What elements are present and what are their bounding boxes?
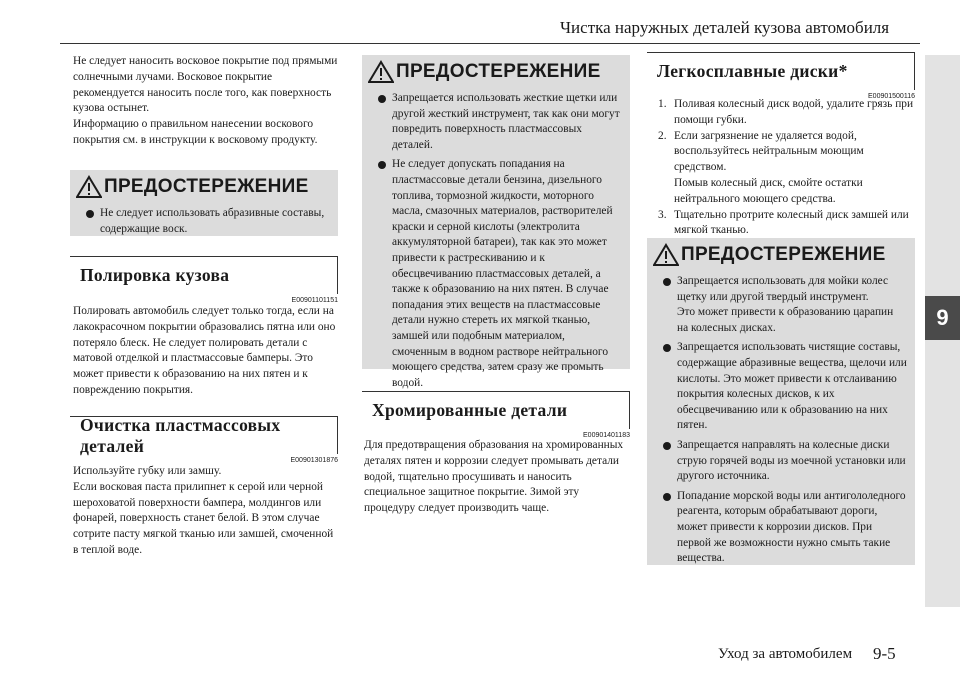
footer-chapter-title: Уход за автомобилем [718,646,853,662]
bullet-icon [378,95,386,103]
section-title-alloy: Легкосплавные диски* [647,52,915,90]
chrome-body [364,438,632,517]
caution-box-alloy [647,238,915,565]
plastic-text-1: Используйте губку или замшу. [73,465,222,477]
bullet-icon [378,161,386,169]
plastic-text-2: Если восковая паста прилипнет к серой или черной шероховатой поверхности бампера, молдингов или фонарей, поверхность станет белой. В этом случае сотрите пасту мягкой тканью или замшей, смоченной в теплой воде. [73,480,334,556]
wax-intro-text: Не следует наносить восковое покрытие под прямыми солнечными лучами. Восковое покрытие рекомендуется наносить после того, как поверхность кузова остынет. [73,55,338,115]
section-polishing [70,256,338,304]
column-1 [73,54,341,149]
caution-list [362,91,630,401]
chapter-tab-number[interactable]: 9 [925,296,960,340]
bullet-icon [663,442,671,450]
bullet-icon [663,278,671,286]
bullet-icon [86,210,94,218]
bullet-icon [663,493,671,501]
polishing-body [73,304,341,399]
caution-item: Попадание морской воды или антигололедного реагента, которым обрабатывают дороги, может привести к коррозии дисков. При первой же возможности нужно смыть такие вещества. [647,489,915,567]
section-code: E00901500116 [868,93,915,100]
section-title-chrome: Хромированные детали [362,391,630,429]
caution-box-wax [70,170,338,236]
step-item: 1. Поливая колесный диск водой, удалите грязь при помощи губки. [658,98,914,126]
warning-triangle-icon [76,175,102,199]
section-chrome [362,391,630,439]
caution-item: Запрещается использовать для мойки колес щетку или другой твердый инструмент. Это может привести к образованию царапин на колесных дисках. [647,274,915,336]
section-code: E00901401183 [583,432,630,439]
section-title-plastic: Очистка пластмассовых деталей [70,416,338,454]
wax-info-text: Информацию о правильном нанесении воскового покрытия см. в инструкции к восковому продукту. [73,118,318,146]
caution-item: Не следует использовать абразивные составы, содержащие воск. [70,206,338,237]
caution-header [362,55,630,89]
warning-triangle-icon [368,60,394,84]
caution-item: Запрещается использовать жесткие щетки или другой жесткий инструмент, так как они могут повредить поверхность пластмассовых деталей. [362,91,630,153]
caution-item: Не следует допускать попадания на пластмассовые детали бензина, дизельного топлива, тормозной жидкости, моторного масла, смазочных материалов, растворителей краски и серной кислоты (электролита аккумуляторной батареи), так как это может привести к растрескиванию и к обесцвечиванию пластмассовых деталей, а также к образованию на них пятен. В случае попадания этих веществ на пластмассовые детали нужно стереть их мягкой тканью, замшей или подобным материалом, смоченным в водном растворе нейтрального моющего средства, затем сразу же промыть водой. [362,157,630,391]
page-number: 9-5 [873,644,896,663]
caution-header [647,238,915,272]
caution-title: ПРЕДОСТЕРЕЖЕНИЕ [396,61,601,82]
caution-list [70,206,338,247]
header-rule [60,43,920,44]
alloy-steps [658,97,914,239]
polishing-text: Полировать автомобиль следует только тогда, если на лакокрасочном покрытии образовались пятна или оно потеряло блеск. Не следует полировать детали с матовой отделкой и пластмассовые бамперы. Это может привести к образованию на них пятен и к повреждению покрытия. [73,305,336,396]
section-plastic [70,416,338,464]
plastic-body [73,464,341,559]
section-title-polishing: Полировка кузова [70,256,338,294]
running-header: Чистка наружных деталей кузова автомобиля [560,18,890,37]
chrome-text: Для предотвращения образования на хромированных деталях пятен и коррозии следует промывать детали водой, тщательно просушивать и наносить специальное защитное покрытие. Зимой эту процедуру следует производить чаще. [364,439,624,515]
warning-triangle-icon [653,243,679,267]
step-item: 3. Тщательно протрите колесный диск замшей или мягкой тканью. [658,208,909,237]
caution-title: ПРЕДОСТЕРЕЖЕНИЕ [681,244,886,265]
caution-item: Запрещается направлять на колесные диски струю горячей воды из моечной установки или другого источника. [647,438,915,485]
caution-list [647,274,915,577]
caution-box-plastic [362,55,630,389]
caution-title: ПРЕДОСТЕРЕЖЕНИЕ [104,176,309,197]
section-alloy [647,52,915,100]
section-code: E00901101151 [291,297,338,304]
caution-item: Запрещается использовать чистящие составы, содержащие абразивные вещества, щелочи или кислоты. Это может привести к отслаиванию покрытия колесных дисков, к их обесцвечиванию или к образованию на них пятен. [647,340,915,434]
caution-header [70,170,338,204]
bullet-icon [663,344,671,352]
step-item: 2. Если загрязнение не удаляется водой, воспользуйтесь нейтральным моющим средством. Помыв колесный диск, смойте остатки нейтрального моющего средства. [658,129,864,205]
alloy-body [658,97,914,239]
section-code: E00901301876 [290,457,338,464]
